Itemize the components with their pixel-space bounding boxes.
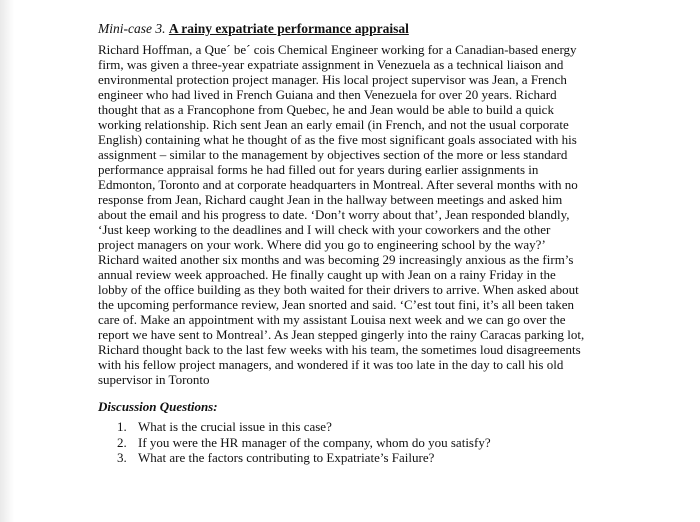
body-line: response from Jean, Richard caught Jean in the hallway between meetings and asked him (98, 192, 563, 207)
body-line: performance appraisal forms he had filled out for years during earlier assignments in (98, 162, 539, 177)
body-line: Richard Hoffman, a Que´ be´ cois Chemical Engineer working for a Canadian-based energy (98, 42, 577, 57)
discussion-question (117, 419, 603, 435)
body-line: ‘Just keep working to the deadlines and I will check with your coworkers and the other (98, 222, 551, 237)
body-line: project managers on your work. Where did you go to engineering school by the way?’ (98, 237, 546, 252)
case-title (98, 20, 603, 37)
body-line: lobby of the office building as they both waited for their drivers to arrive. When asked about (98, 282, 579, 297)
question-text: If you were the HR manager of the company, whom do you satisfy? (138, 434, 491, 450)
body-line: English) containing what he thought of as the five most significant goals associated with his (98, 132, 577, 147)
document-content (98, 20, 603, 466)
body-line: firm, was given a three-year expatriate assignment in Venezuela as a technical liaison and (98, 57, 564, 72)
body-line: care of. Make an appointment with my assistant Louisa next week and we can go over the (98, 312, 566, 327)
body-line: annual review week approached. He finally caught up with Jean on a rainy Friday in the (98, 267, 556, 282)
body-line: report we have sent to Montreal’. As Jean stepped gingerly into the rainy Caracas parking lot, (98, 327, 585, 342)
body-line: assignment – similar to the management by objectives section of the more or less standard (98, 147, 568, 162)
case-label: Mini-case 3. (98, 21, 166, 36)
body-line: working relationship. Rich sent Jean an early email (in French, and not the usual corporate (98, 117, 569, 132)
body-line: Richard thought back to the last few weeks with his team, the sometimes loud disagreements (98, 342, 581, 357)
discussion-heading: Discussion Questions: (98, 399, 218, 414)
discussion-question (117, 450, 603, 466)
discussion-question (117, 435, 603, 451)
body-line: Edmonton, Toronto and at corporate headquarters in Montreal. After several months with no (98, 177, 578, 192)
question-text: What is the crucial issue in this case? (138, 419, 332, 434)
body-line: with his fellow project managers, and wondered if it was too late in the day to call his old (98, 357, 564, 372)
question-number: 2. (117, 434, 127, 450)
body-line: Richard waited another six months and was becoming 29 increasingly anxious as the firm’s (98, 252, 574, 267)
body-line: engineer who had lived in French Guiana and then Venezuela for over 20 years. Richard (98, 87, 557, 102)
case-title-text: A rainy expatriate performance appraisal (168, 21, 409, 36)
body-line: thought that as a Francophone from Quebec, he and Jean would be able to build a quick (98, 102, 554, 117)
body-line: environmental protection project manager. His local project supervisor was Jean, a French (98, 72, 567, 87)
discussion-question-list (98, 419, 603, 466)
page-edge-shadow (0, 0, 14, 522)
body-line: supervisor in Toronto (98, 372, 210, 387)
question-number: 1. (117, 419, 127, 434)
body-line: the upcoming performance review, Jean snorted and said. ‘C’est tout fini, it’s all been taken (98, 297, 575, 312)
question-text: What are the factors contributing to Expatriate’s Failure? (138, 450, 435, 465)
case-body-paragraph (98, 42, 603, 387)
question-number: 3. (117, 450, 127, 465)
body-line: about the email and his progress to date. ‘Don’t worry about that’, Jean responded blandly, (98, 207, 570, 222)
